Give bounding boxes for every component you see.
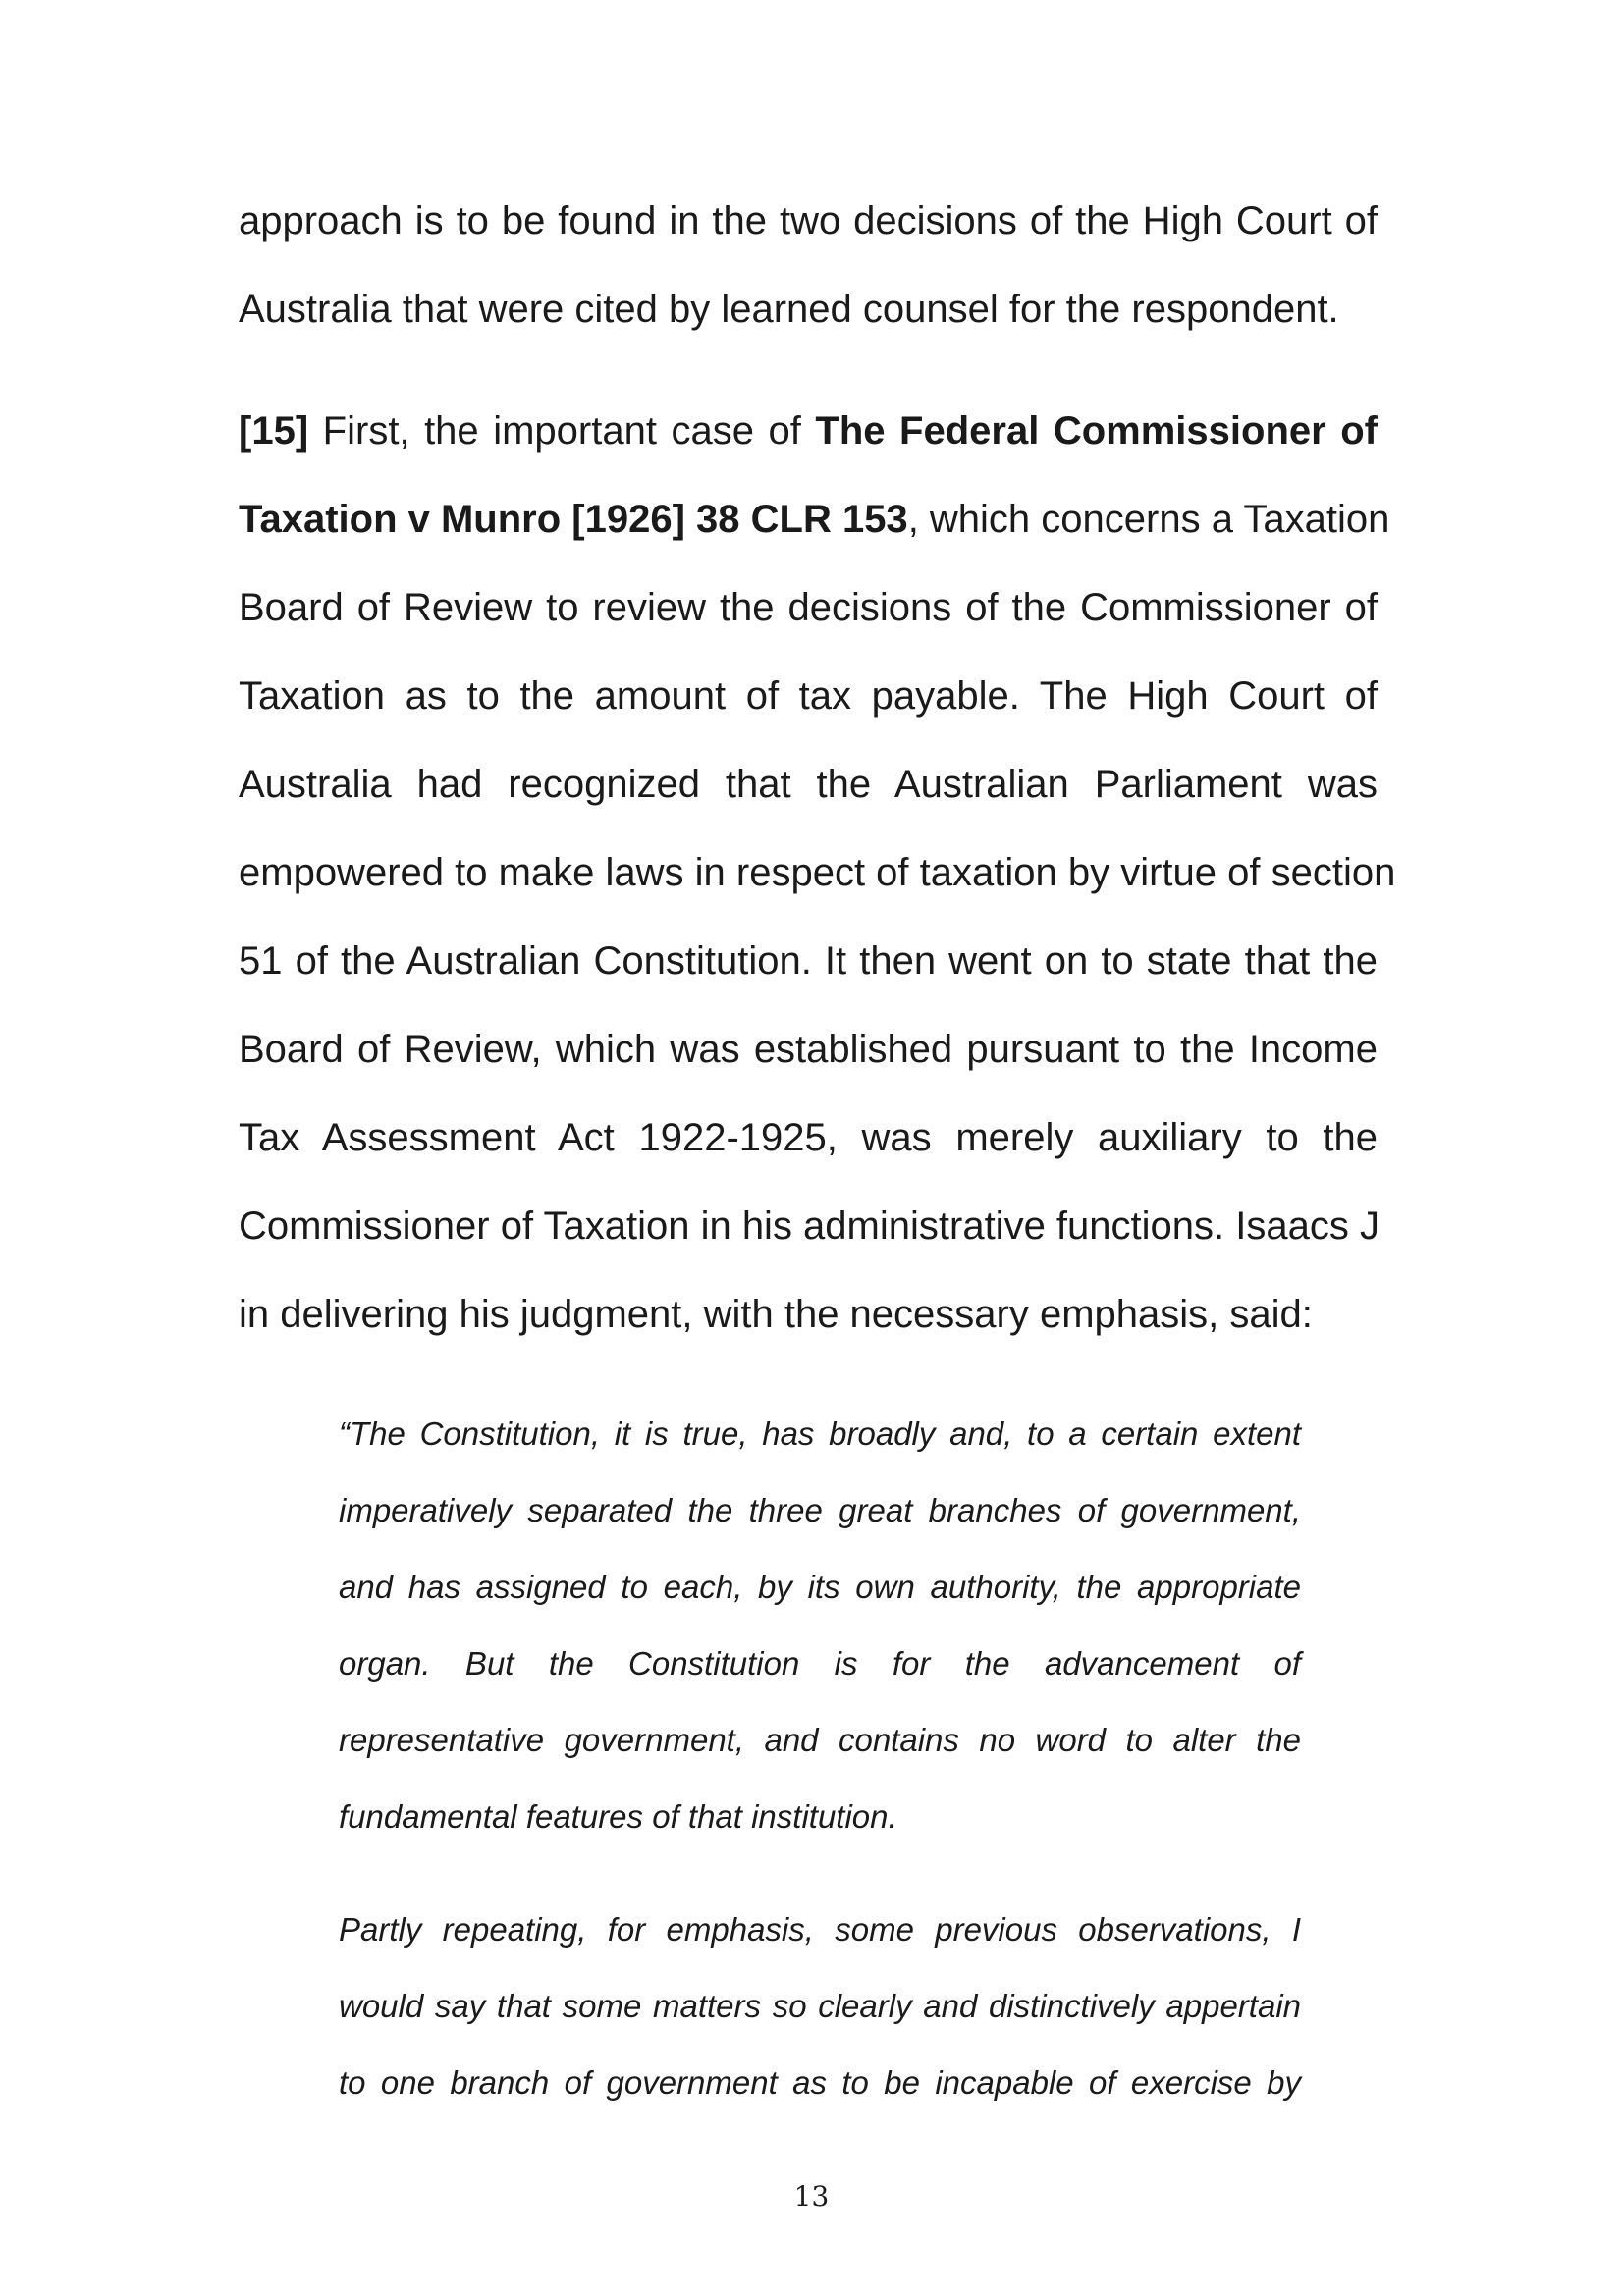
case-name: The Federal Commissioner of	[815, 409, 1378, 453]
paragraph-number: [15]	[239, 409, 309, 453]
quote-line: to one branch of government as to be incapable of exercise by	[339, 2064, 1301, 2101]
paragraph-lead: First, the important case of	[322, 409, 801, 453]
paragraph-line: Commissioner of Taxation in his administrative functions. Isaacs J	[239, 1204, 1380, 1248]
case-description: , which concerns a Taxation	[907, 498, 1390, 541]
case-citation: Taxation v Munro [1926] 38 CLR 153	[239, 498, 908, 541]
quote-line: representative government, and contains no word to alter the	[339, 1722, 1301, 1758]
paragraph-15-line-1	[239, 407, 1378, 454]
quote-line: organ. But the Constitution is for the advancement of	[339, 1645, 1301, 1682]
paragraph-line: Board of Review, which was established pursuant to the Income	[239, 1028, 1378, 1071]
paragraph-15-line-2	[239, 496, 1390, 543]
intro-line: Australia that were cited by learned counsel for the respondent.	[239, 288, 1339, 331]
paragraph-line: Australia had recognized that the Australian Parliament was	[239, 763, 1378, 806]
paragraph-line: empowered to make laws in respect of taxation by virtue of section	[239, 851, 1396, 894]
intro-line: approach is to be found in the two decisions of the High Court of	[239, 199, 1378, 242]
paragraph-line: in delivering his judgment, with the necessary emphasis, said:	[239, 1293, 1313, 1336]
quote-line: imperatively separated the three great branches of government,	[339, 1492, 1301, 1528]
page-number: 13	[793, 2180, 830, 2213]
quote-line: Partly repeating, for emphasis, some previous observations, I	[339, 1911, 1301, 1948]
quote-line: and has assigned to each, by its own authority, the appropriate	[339, 1569, 1301, 1605]
quote-line: fundamental features of that institution.	[339, 1798, 897, 1835]
paragraph-line: Board of Review to review the decisions of the Commissioner of	[239, 586, 1378, 629]
quote-line: would say that some matters so clearly and distinctively appertain	[339, 1988, 1301, 2024]
paragraph-line: Taxation as to the amount of tax payable. The High Court of	[239, 674, 1378, 718]
paragraph-line: Tax Assessment Act 1922-1925, was merely auxiliary to the	[239, 1116, 1378, 1159]
paragraph-line: 51 of the Australian Constitution. It then went on to state that the	[239, 939, 1378, 983]
quote-line: “The Constitution, it is true, has broadly and, to a certain extent	[339, 1415, 1301, 1452]
